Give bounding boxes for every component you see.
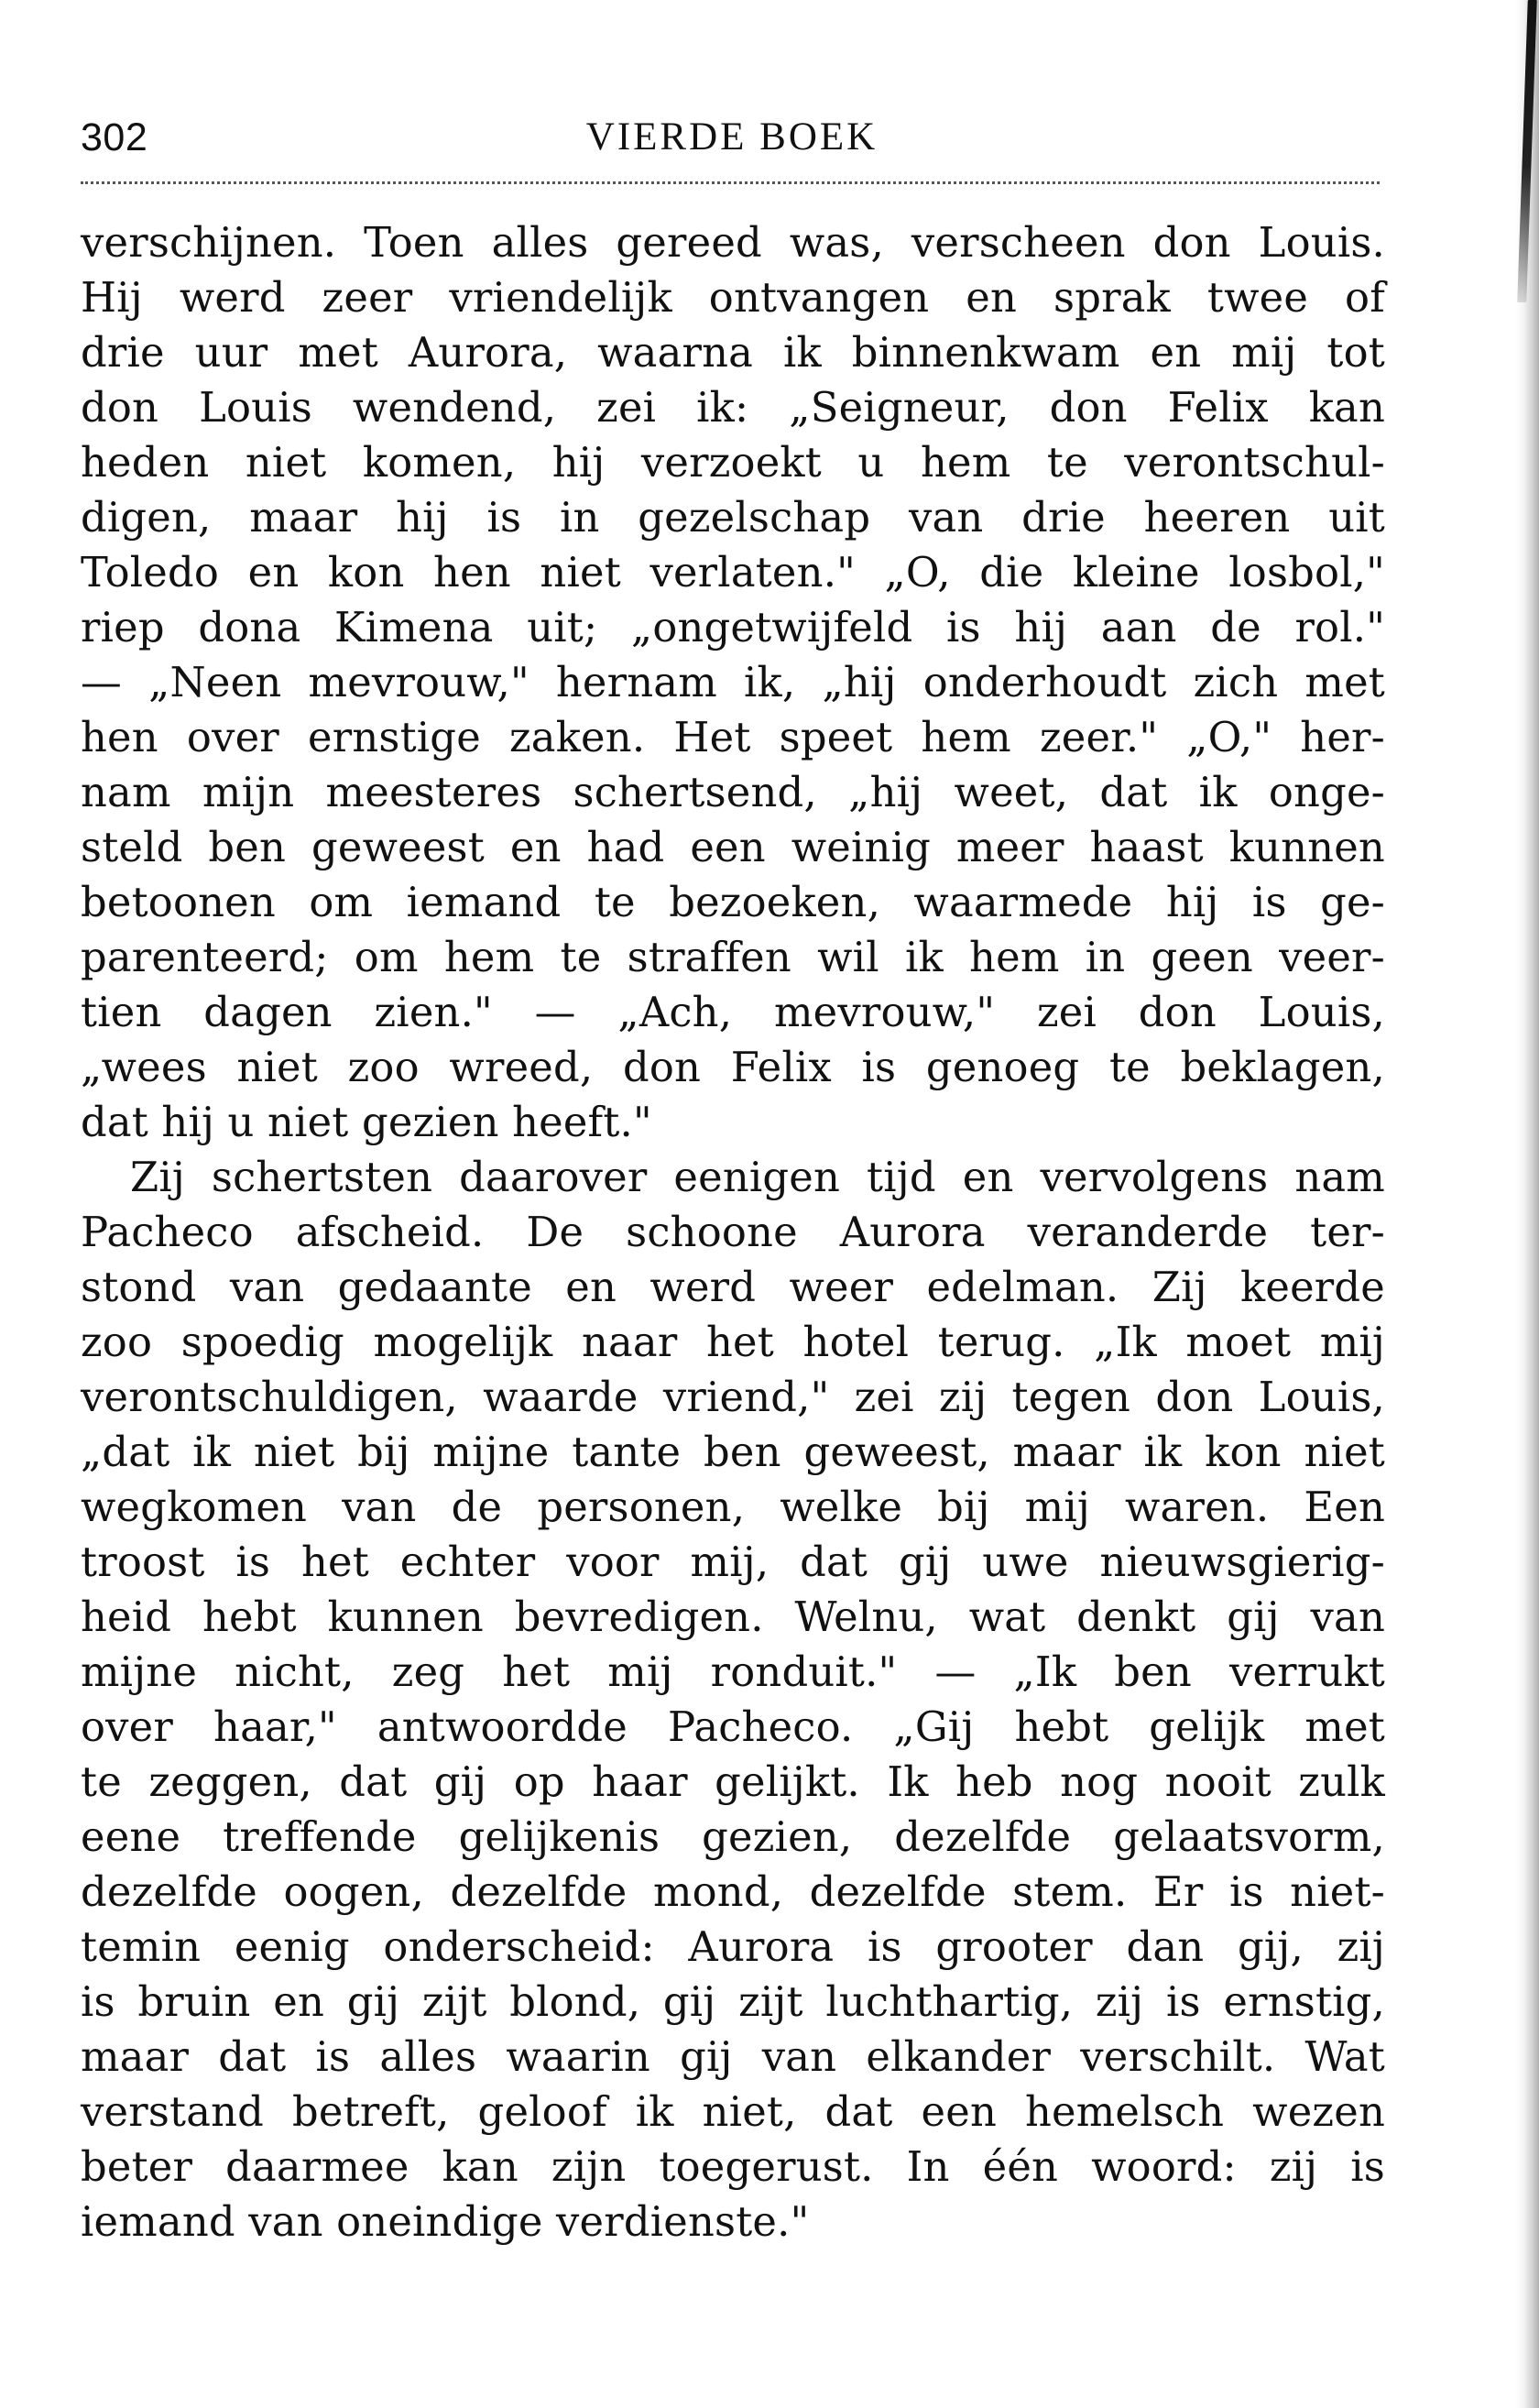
text-line: tien dagen zien." — „Ach, mevrouw," zei don Louis,: [81, 988, 1385, 1036]
text-line: verontschuldigen, waarde vriend," zei zij tegen don Louis,: [81, 1373, 1385, 1421]
text-line: heden niet komen, hij verzoekt u hem te verontschul-: [81, 438, 1385, 487]
text-line: — „Neen mevrouw," hernam ik, „hij onderhoudt zich met: [81, 658, 1385, 706]
page-header: [81, 108, 1383, 167]
running-title: VIERDE BOEK: [585, 115, 879, 159]
text-line: is bruin en gij zijt blond, gij zijt luchthartig, zij is ernstig,: [81, 1977, 1385, 2026]
paragraph-end-line: dat hij u niet gezien heeft.": [81, 1098, 652, 1146]
text-line: don Louis wendend, zei ik: „Seigneur, don Felix kan: [81, 383, 1385, 432]
text-line: nam mijn meesteres schertsend, „hij weet, dat ik onge-: [81, 768, 1385, 816]
text-line: verschijnen. Toen alles gereed was, verscheen don Louis.: [81, 218, 1385, 267]
text-line: betoonen om iemand te bezoeken, waarmede hij is ge-: [81, 878, 1385, 926]
text-line: beter daarmee kan zijn toegerust. In één woord: zij is: [81, 2142, 1385, 2191]
text-line: Pacheco afscheid. De schoone Aurora veranderde ter-: [81, 1208, 1385, 1256]
text-line: troost is het echter voor mij, dat gij uwe nieuwsgierig-: [81, 1538, 1385, 1586]
text-line: stond van gedaante en werd weer edelman. Zij keerde: [81, 1263, 1385, 1311]
header-rule: [81, 181, 1380, 184]
text-line: drie uur met Aurora, waarna ik binnenkwam en mij tot: [81, 328, 1385, 377]
text-line: parenteerd; om hem te straffen wil ik hem in geen veer-: [81, 933, 1385, 981]
text-line: zoo spoedig mogelijk naar het hotel terug. „Ik moet mij: [81, 1318, 1385, 1366]
text-line: te zeggen, dat gij op haar gelijkt. Ik heb nog nooit zulk: [81, 1757, 1385, 1806]
text-line: „wees niet zoo wreed, don Felix is genoeg te beklagen,: [81, 1043, 1385, 1091]
text-line: over haar," antwoordde Pacheco. „Gij hebt gelijk met: [81, 1702, 1385, 1751]
text-line: temin eenig onderscheid: Aurora is grooter dan gij, zij: [81, 1922, 1385, 1971]
text-line: steld ben geweest en had een weinig meer haast kunnen: [81, 823, 1385, 871]
text-line: Hij werd zeer vriendelijk ontvangen en sprak twee of: [81, 273, 1385, 322]
text-line: digen, maar hij is in gezelschap van drie heeren uit: [81, 493, 1385, 542]
text-line: dezelfde oogen, dezelfde mond, dezelfde stem. Er is niet-: [81, 1867, 1385, 1916]
text-line: riep dona Kimena uit; „ongetwijfeld is hij aan de rol.": [81, 603, 1385, 651]
page-edge-shadow: [1515, 0, 1539, 2408]
text-line: hen over ernstige zaken. Het speet hem zeer." „O," her-: [81, 713, 1385, 761]
text-line: Toledo en kon hen niet verlaten." „O, die kleine losbol,": [81, 548, 1385, 597]
text-line: „dat ik niet bij mijne tante ben geweest, maar ik kon niet: [81, 1428, 1385, 1476]
body-text: [81, 215, 1385, 2249]
paragraph-end-line: iemand van oneindige verdienste.": [81, 2197, 810, 2246]
text-line: mijne nicht, zeg het mij ronduit." — „Ik ben verrukt: [81, 1647, 1385, 1696]
text-line: maar dat is alles waarin gij van elkander verschilt. Wat: [81, 2032, 1385, 2081]
paragraph-start-line: Zij schertsten daarover eenigen tijd en vervolgens nam: [130, 1153, 1385, 1201]
text-line: eene treffende gelijkenis gezien, dezelfde gelaatsvorm,: [81, 1812, 1385, 1861]
page-number: 302: [81, 115, 148, 159]
text-line: wegkomen van de personen, welke bij mij waren. Een: [81, 1483, 1385, 1531]
text-line: verstand betreft, geloof ik niet, dat een hemelsch wezen: [81, 2087, 1385, 2136]
text-line: heid hebt kunnen bevredigen. Welnu, wat denkt gij van: [81, 1593, 1385, 1641]
